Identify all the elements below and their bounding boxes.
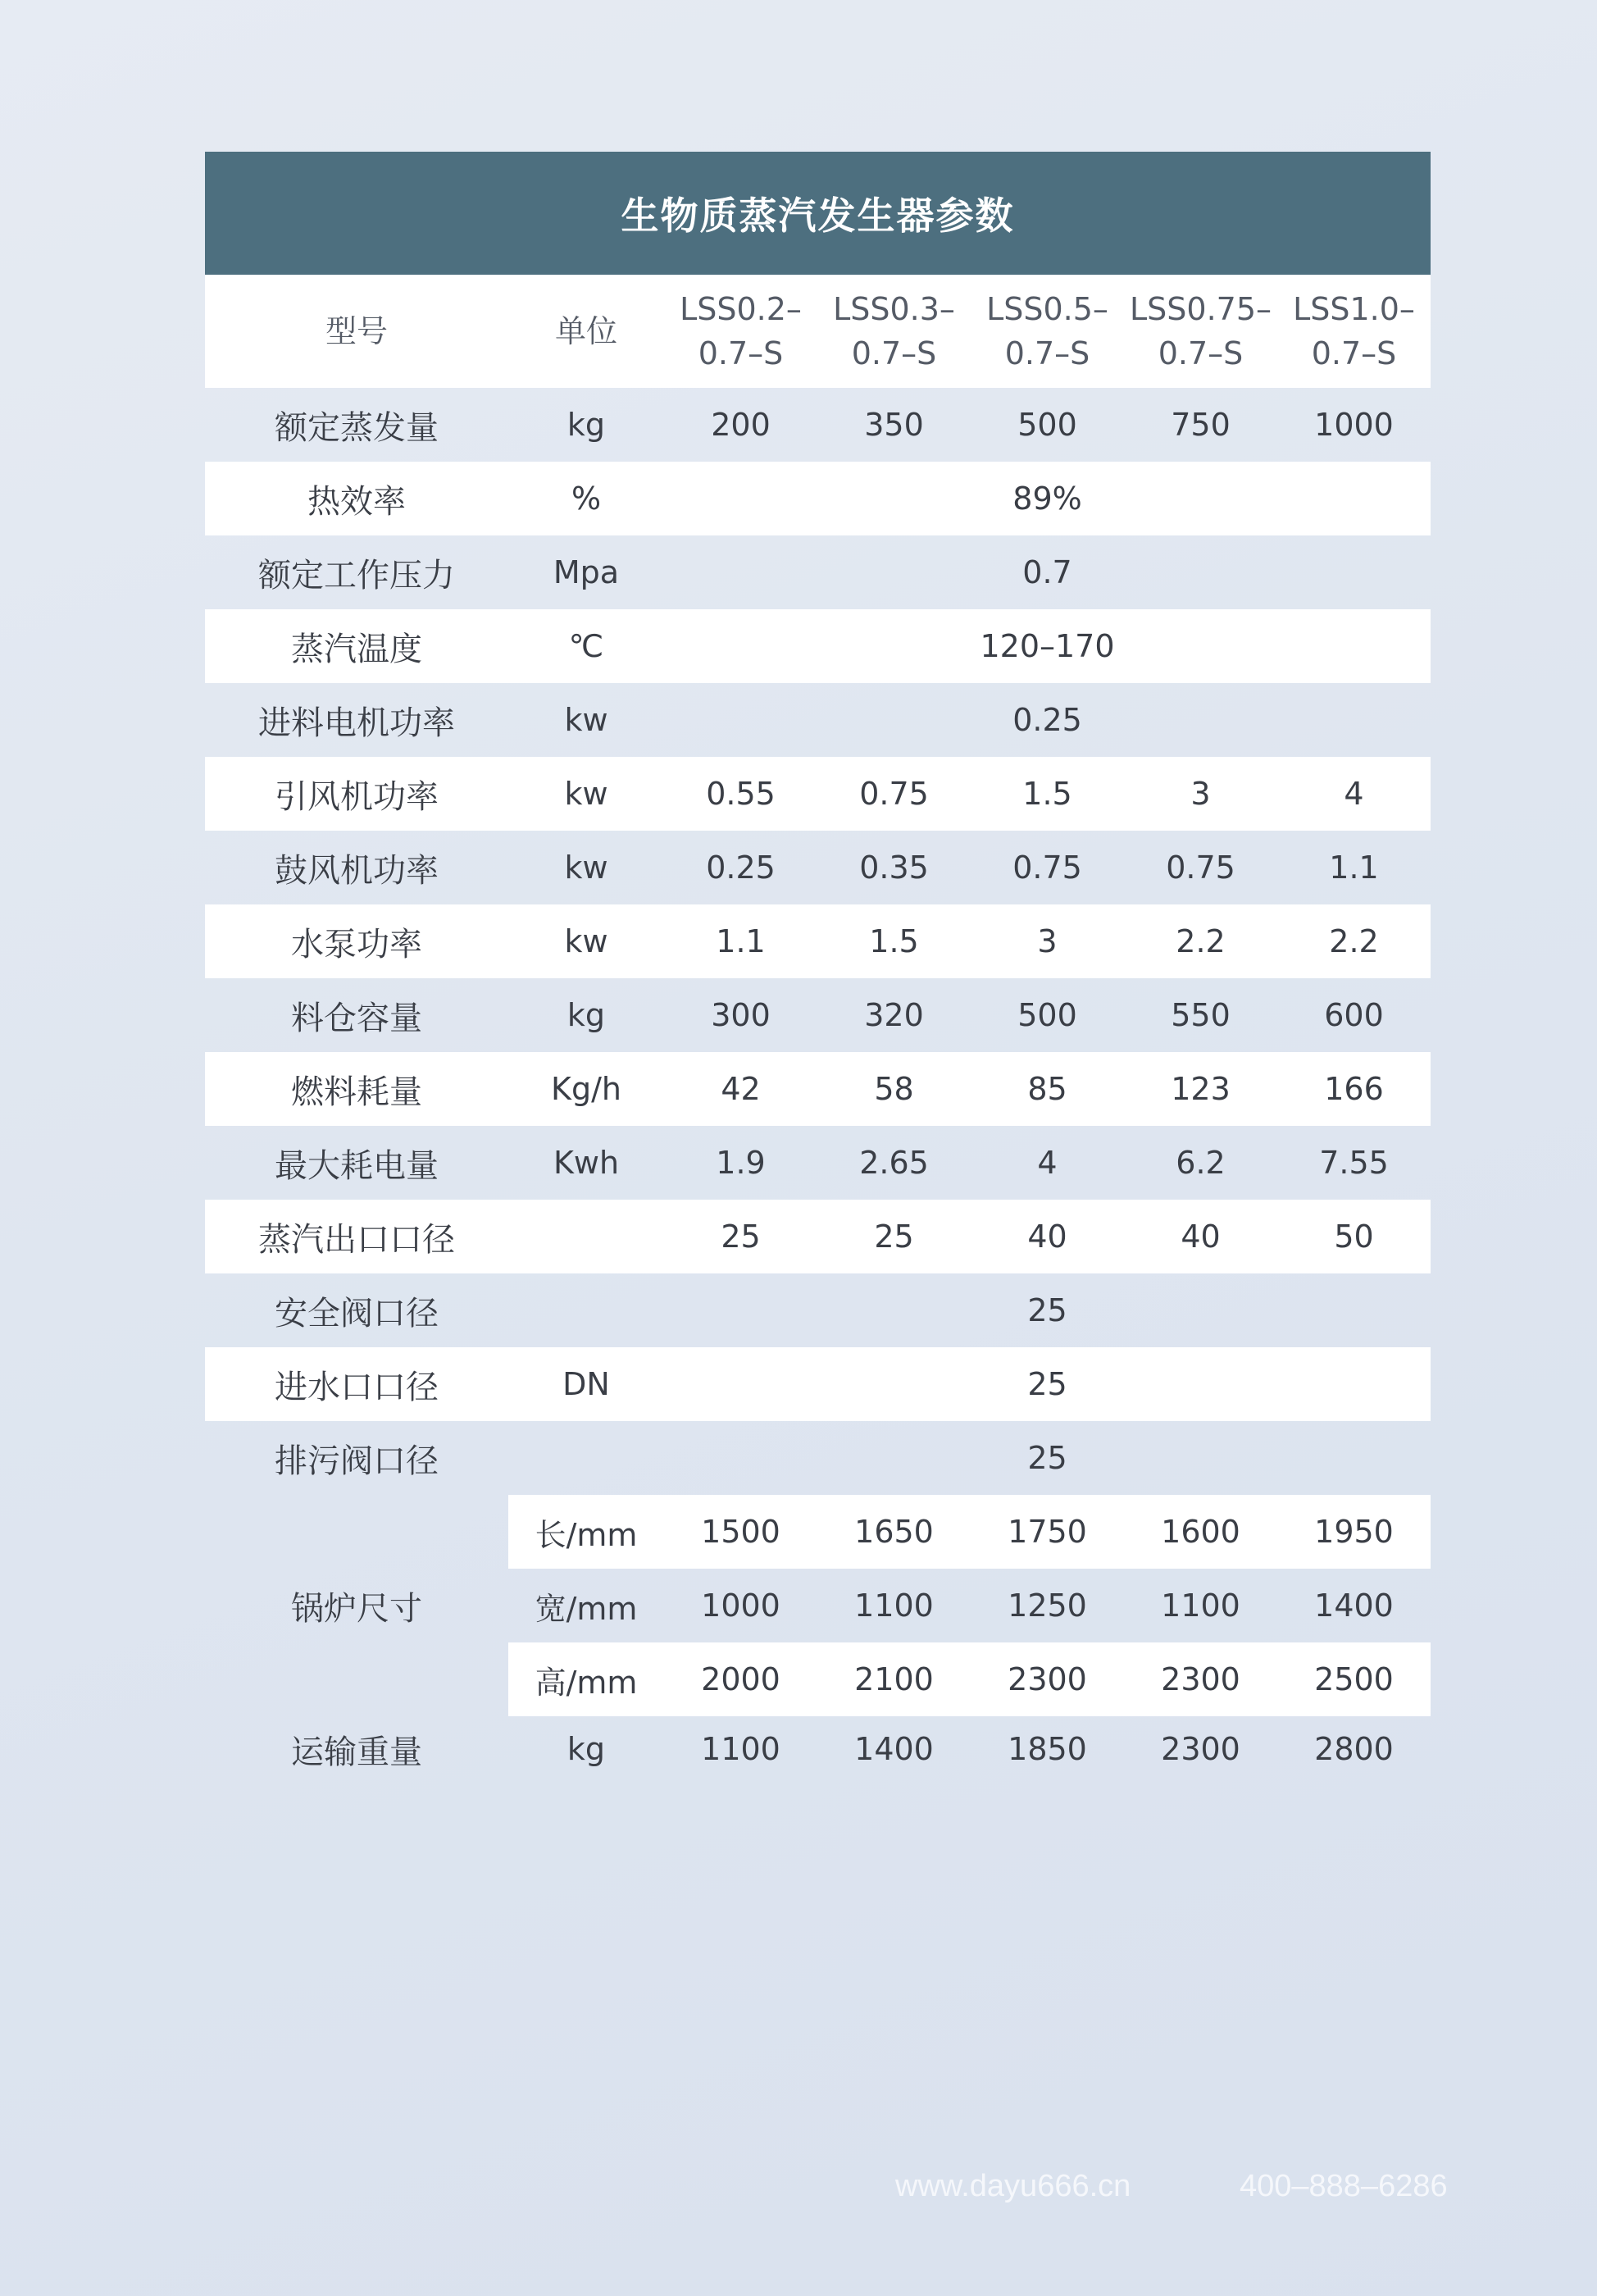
row-value: 1400 bbox=[854, 1731, 934, 1767]
table-row bbox=[205, 609, 1431, 683]
row-unit: Kwh bbox=[553, 1145, 620, 1181]
row-value: 85 bbox=[971, 1052, 1124, 1126]
row-value: 300 bbox=[711, 997, 771, 1033]
header-unit: 单位 bbox=[508, 275, 664, 388]
row-unit: kg bbox=[566, 997, 606, 1033]
row-value: 200 bbox=[711, 407, 771, 443]
row-value: 1.5 bbox=[971, 757, 1124, 831]
row-value: 1600 bbox=[1124, 1495, 1277, 1569]
row-value: 500 bbox=[1017, 407, 1077, 443]
row-value: 2500 bbox=[1277, 1642, 1431, 1716]
table-row bbox=[205, 1273, 1431, 1347]
row-label: 额定蒸发量 bbox=[275, 408, 439, 447]
row-value: 123 bbox=[1124, 1052, 1277, 1126]
row-unit: DN bbox=[508, 1347, 664, 1421]
row-merged-value: 89% bbox=[664, 462, 1431, 535]
table-row bbox=[205, 757, 1431, 831]
table-row bbox=[205, 1200, 1431, 1273]
row-value: 42 bbox=[664, 1052, 817, 1126]
row-value: 4 bbox=[1037, 1145, 1058, 1181]
table-row bbox=[205, 831, 1431, 904]
table-row bbox=[205, 535, 1431, 609]
row-label: 锅炉尺寸 bbox=[291, 1589, 422, 1628]
row-value: 2300 bbox=[1161, 1731, 1240, 1767]
row-merged-value: 25 bbox=[1027, 1292, 1067, 1328]
row-label: 蒸汽温度 bbox=[205, 609, 508, 683]
row-value: 2.2 bbox=[1277, 904, 1431, 978]
row-label: 水泵功率 bbox=[205, 904, 508, 978]
row-value: 1850 bbox=[1008, 1731, 1087, 1767]
row-value: 1650 bbox=[817, 1495, 971, 1569]
row-value: 2.65 bbox=[859, 1145, 929, 1181]
table-row bbox=[205, 1421, 1431, 1495]
row-value: 1100 bbox=[701, 1731, 780, 1767]
table-row bbox=[205, 1495, 1431, 1569]
row-unit: kw bbox=[508, 904, 664, 978]
spec-table bbox=[205, 275, 1431, 1782]
row-value: 1750 bbox=[971, 1495, 1124, 1569]
row-unit: kg bbox=[566, 407, 606, 443]
row-label: 热效率 bbox=[205, 462, 508, 535]
row-unit: ℃ bbox=[508, 609, 664, 683]
model-line-1: LSS0.3– bbox=[833, 291, 955, 327]
row-unit bbox=[508, 1200, 664, 1273]
row-value: 7.55 bbox=[1319, 1145, 1389, 1181]
row-value: 40 bbox=[1124, 1200, 1277, 1273]
row-merged-value: 0.25 bbox=[1012, 702, 1082, 738]
row-unit: 长/mm bbox=[508, 1495, 664, 1569]
table-row bbox=[205, 978, 1431, 1052]
row-value: 0.25 bbox=[706, 850, 776, 886]
header-model bbox=[817, 275, 971, 388]
row-value: 1100 bbox=[854, 1588, 934, 1624]
table-row bbox=[205, 1052, 1431, 1126]
table-row bbox=[205, 683, 1431, 757]
row-value: 500 bbox=[1017, 997, 1077, 1033]
row-value: 2300 bbox=[971, 1642, 1124, 1716]
row-value: 320 bbox=[864, 997, 924, 1033]
model-line-1: LSS0.75– bbox=[1129, 291, 1272, 327]
row-merged-value: 120–170 bbox=[664, 609, 1431, 683]
row-unit: kg bbox=[566, 1731, 606, 1767]
table-row bbox=[205, 462, 1431, 535]
row-value: 600 bbox=[1324, 997, 1384, 1033]
row-label: 进水口口径 bbox=[205, 1347, 508, 1421]
row-value: 1400 bbox=[1314, 1588, 1394, 1624]
row-value: 40 bbox=[971, 1200, 1124, 1273]
row-value: 2800 bbox=[1314, 1731, 1394, 1767]
sheet-title: 生物质蒸汽发生器参数 bbox=[205, 152, 1431, 275]
row-unit bbox=[508, 1421, 664, 1495]
row-value: 166 bbox=[1277, 1052, 1431, 1126]
model-line-1: LSS0.2– bbox=[680, 291, 802, 327]
model-line-1: LSS0.5– bbox=[986, 291, 1108, 327]
row-label: 安全阀口径 bbox=[275, 1294, 439, 1332]
row-value: 1.1 bbox=[664, 904, 817, 978]
row-merged-value: 25 bbox=[1027, 1440, 1067, 1476]
row-label: 进料电机功率 bbox=[258, 704, 455, 742]
row-merged-value: 25 bbox=[664, 1347, 1431, 1421]
row-value: 6.2 bbox=[1176, 1145, 1226, 1181]
row-label: 鼓风机功率 bbox=[275, 851, 439, 890]
spec-sheet bbox=[205, 152, 1431, 1782]
row-label: 引风机功率 bbox=[205, 757, 508, 831]
row-merged-value: 0.7 bbox=[1022, 554, 1072, 590]
model-line-2: 0.7–S bbox=[851, 335, 937, 371]
row-value: 0.35 bbox=[859, 850, 929, 886]
row-unit: Mpa bbox=[553, 554, 620, 590]
spec-table-body bbox=[205, 275, 1431, 1782]
header-model bbox=[664, 275, 817, 388]
model-line-2: 0.7–S bbox=[1311, 335, 1397, 371]
row-value: 0.75 bbox=[1012, 850, 1082, 886]
header-model bbox=[1124, 275, 1277, 388]
row-unit: 宽/mm bbox=[535, 1590, 638, 1627]
table-row bbox=[205, 388, 1431, 462]
row-value: 3 bbox=[971, 904, 1124, 978]
row-unit: kw bbox=[508, 757, 664, 831]
row-label: 料仓容量 bbox=[291, 999, 422, 1037]
row-label: 排污阀口径 bbox=[275, 1442, 439, 1480]
row-label: 运输重量 bbox=[291, 1733, 422, 1771]
model-line-2: 0.7–S bbox=[698, 335, 784, 371]
row-unit: kw bbox=[564, 850, 608, 886]
footer-website: www.dayu666.cn bbox=[895, 2169, 1131, 2203]
row-value: 0.75 bbox=[1166, 850, 1235, 886]
row-value: 50 bbox=[1277, 1200, 1431, 1273]
row-value: 1000 bbox=[1314, 407, 1394, 443]
row-unit: kw bbox=[564, 702, 608, 738]
row-value: 1.5 bbox=[817, 904, 971, 978]
row-value: 0.55 bbox=[664, 757, 817, 831]
row-value: 2.2 bbox=[1124, 904, 1277, 978]
row-value: 1000 bbox=[701, 1588, 780, 1624]
row-value: 2000 bbox=[664, 1642, 817, 1716]
row-value: 58 bbox=[817, 1052, 971, 1126]
table-row bbox=[205, 904, 1431, 978]
row-value: 1100 bbox=[1161, 1588, 1240, 1624]
row-value: 1250 bbox=[1008, 1588, 1087, 1624]
model-line-2: 0.7–S bbox=[1004, 335, 1090, 371]
model-line-2: 0.7–S bbox=[1158, 335, 1244, 371]
header-model bbox=[1277, 275, 1431, 388]
row-unit: Kg/h bbox=[508, 1052, 664, 1126]
footer-phone: 400–888–6286 bbox=[1240, 2169, 1448, 2203]
row-value: 3 bbox=[1124, 757, 1277, 831]
row-value: 25 bbox=[817, 1200, 971, 1273]
row-value: 4 bbox=[1277, 757, 1431, 831]
row-value: 550 bbox=[1171, 997, 1231, 1033]
row-value: 1950 bbox=[1277, 1495, 1431, 1569]
table-row bbox=[205, 1716, 1431, 1782]
row-label: 额定工作压力 bbox=[258, 556, 455, 594]
row-unit bbox=[508, 1273, 664, 1347]
model-line-1: LSS1.0– bbox=[1293, 291, 1415, 327]
table-header-row bbox=[205, 275, 1431, 388]
row-value: 2100 bbox=[817, 1642, 971, 1716]
row-value: 25 bbox=[664, 1200, 817, 1273]
row-unit: 高/mm bbox=[508, 1642, 664, 1716]
row-unit: % bbox=[508, 462, 664, 535]
row-value: 350 bbox=[864, 407, 924, 443]
header-model bbox=[971, 275, 1124, 388]
row-value: 750 bbox=[1171, 407, 1231, 443]
table-row bbox=[205, 1347, 1431, 1421]
row-value: 1500 bbox=[664, 1495, 817, 1569]
row-value: 1.1 bbox=[1329, 850, 1379, 886]
table-row bbox=[205, 1126, 1431, 1200]
row-label: 最大耗电量 bbox=[275, 1146, 439, 1185]
row-value: 1.9 bbox=[716, 1145, 766, 1181]
row-label: 燃料耗量 bbox=[205, 1052, 508, 1126]
row-value: 0.75 bbox=[817, 757, 971, 831]
row-label: 蒸汽出口口径 bbox=[205, 1200, 508, 1273]
row-value: 2300 bbox=[1124, 1642, 1277, 1716]
header-param: 型号 bbox=[205, 275, 508, 388]
